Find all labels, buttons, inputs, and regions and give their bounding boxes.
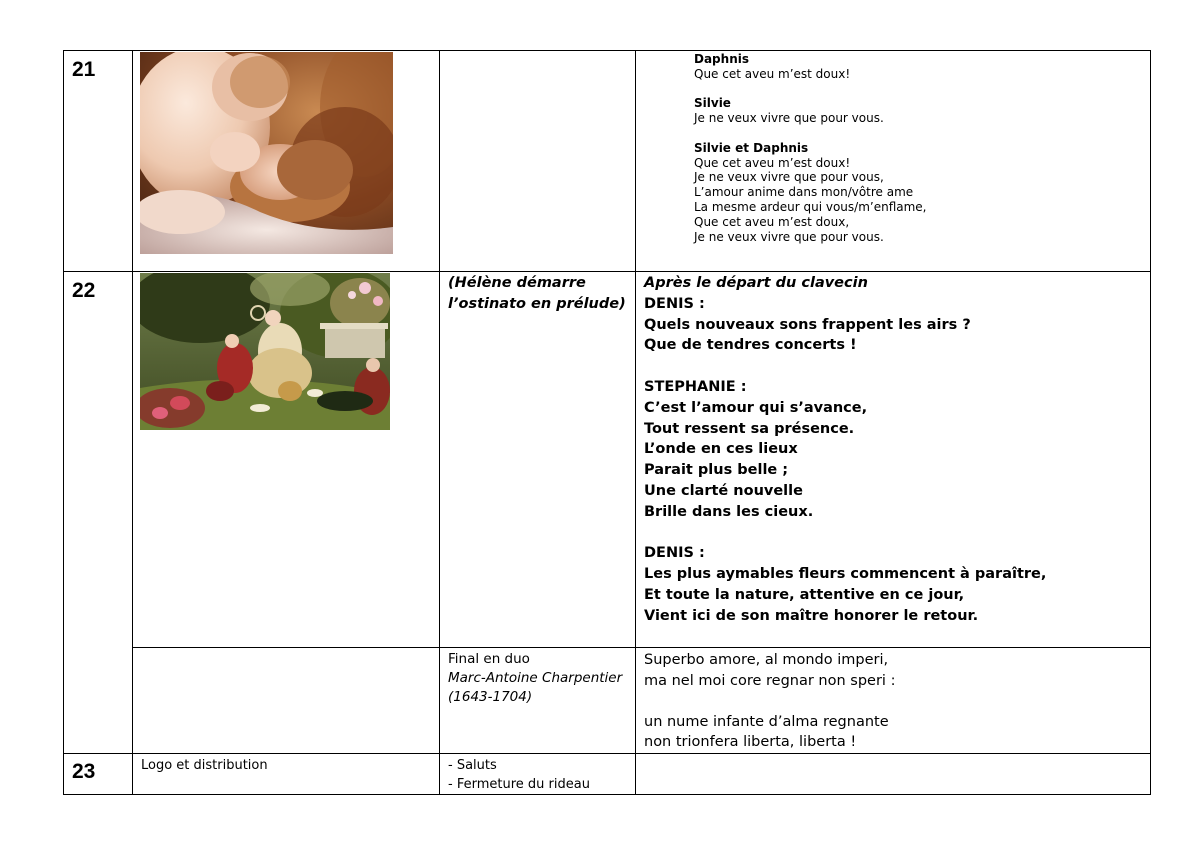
lyric-line: Je ne veux vivre que pour vous. [694,111,884,126]
table-row-23 [64,753,1151,794]
lyric-line: Que de tendres concerts ! [644,337,857,354]
lyric-line: un nume infante d’alma regnante [644,713,889,730]
logo-cell [133,753,440,794]
lyrics-cell-22 [636,272,1151,648]
speaker-stephanie: STEPHANIE : [644,378,747,395]
empty-cell [636,753,1151,794]
lyric-line: Que cet aveu m’est doux, [694,214,850,229]
lyric-line: Tout ressent sa présence. [644,420,855,437]
lyric-line: non trionfera liberta, liberta ! [644,734,857,750]
painting-embrace [140,52,393,254]
script-table [63,50,1151,795]
final-lyrics-cell [636,648,1151,754]
lyric-line: ma nel moi core regnar non speri : [644,672,896,689]
lyric-line: Vient ici de son maître honorer le retour. [644,607,979,624]
lyric-line: Que cet aveu m’est doux! [694,66,851,81]
stage-cell-21 [440,51,636,272]
composer-dates: (1643-1704) [448,689,533,705]
curtain-cell [440,753,636,794]
table-row-22-final [64,648,1151,754]
lyric-line: Superbo amore, al mondo imperi, [644,652,889,668]
lyric-line: Les plus aymables fleurs commencent à paraître, [644,566,1047,583]
image-cell-22 [133,272,440,648]
stage-direction-line: l’ostinato en prélude) [448,296,626,312]
composer-name: Marc-Antoine Charpentier [448,670,623,686]
lyric-line: Parait plus belle ; [644,462,789,479]
stage-direction-line: (Hélène démarre [448,275,586,291]
row-number-23: 23 [64,753,133,794]
rideau-item: - Fermeture du rideau [448,776,590,792]
speaker-denis: DENIS : [644,295,705,312]
painting-embrace-image [140,52,393,254]
lyric-line: L’amour anime dans mon/vôtre ame [694,185,914,200]
speaker-denis: DENIS : [644,545,705,562]
table-row-21 [64,51,1151,272]
lyric-line: Que cet aveu m’est doux! [694,155,851,170]
logo-distribution-text: Logo et distribution [141,757,268,773]
final-info-cell [440,648,636,754]
final-title: Final en duo [448,651,530,667]
row-number-22: 22 [64,272,133,754]
lyrics-heading: Après le départ du clavecin [644,275,868,291]
lyric-line: Et toute la nature, attentive en ce jour, [644,586,965,603]
image-cell-21 [133,51,440,272]
lyric-line: La mesme ardeur qui vous/m’enflame, [694,199,927,214]
painting-garden-image [140,273,390,430]
saluts-item: - Saluts [448,757,497,773]
empty-cell [133,648,440,754]
speaker-silvie: Silvie [694,96,731,111]
speaker-silvie-et-daphnis: Silvie et Daphnis [694,140,809,155]
painting-garden [140,273,390,430]
lyric-line: Brille dans les cieux. [644,503,814,520]
row-number-21: 21 [64,51,133,272]
lyric-line: Quels nouveaux sons frappent les airs ? [644,316,971,333]
lyrics-cell-21 [636,51,1151,272]
lyric-line: Je ne veux vivre que pour vous. [694,229,884,244]
table-row-22 [64,272,1151,648]
lyric-line: C’est l’amour qui s’avance, [644,399,868,416]
lyric-line: Une clarté nouvelle [644,482,803,499]
lyric-line: L’onde en ces lieux [644,441,798,458]
speaker-daphnis: Daphnis [694,52,749,66]
stage-direction-22 [440,272,636,648]
lyric-line: Je ne veux vivre que pour vous, [694,170,884,185]
